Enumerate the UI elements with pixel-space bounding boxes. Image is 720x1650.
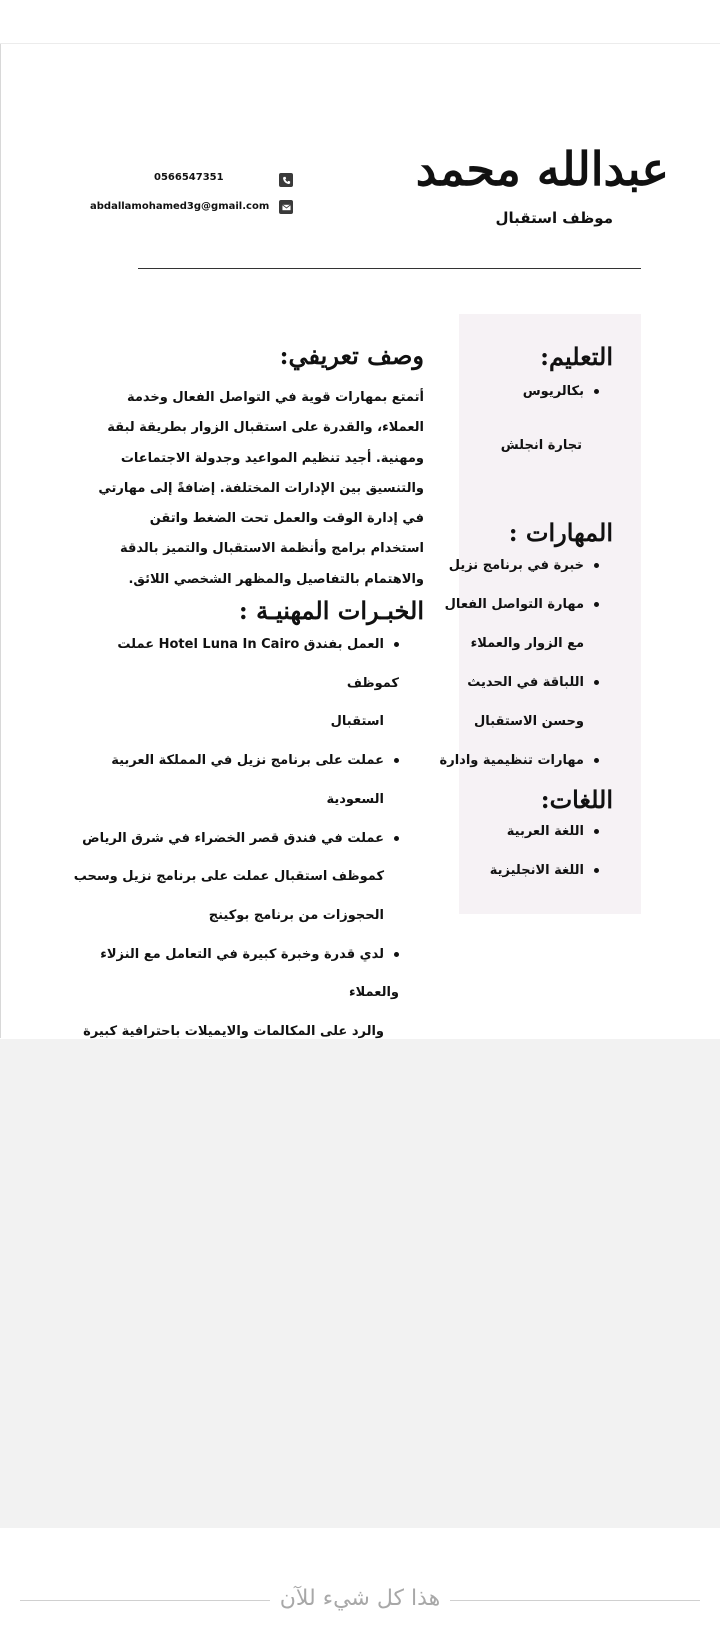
education-list xyxy=(523,372,599,411)
experience-line: لدي قدرة وخبرة كبيرة في التعامل مع النزلاء والعملاء xyxy=(100,946,399,1001)
skills-list xyxy=(440,546,599,780)
candidate-role: موظف استقبال xyxy=(495,209,613,227)
phone-number: 0566547351 xyxy=(154,172,224,183)
experience-item xyxy=(69,626,399,742)
list-item: بكالريوس xyxy=(523,372,599,411)
experience-item xyxy=(69,820,399,936)
list-item: مهارات تنظيمية وادارة xyxy=(440,741,599,780)
phone-icon xyxy=(279,173,293,187)
experience-line: عملت في فندق قصر الخضراء في شرق الرياض xyxy=(69,820,399,859)
cv-document xyxy=(0,44,720,1038)
profile-text: أتمتع بمهارات قوية في التواصل الفعال وخدمة العملاء، والقدرة على استقبال الزوار بطريقة لبقة ومهنية. أجيد تنظيم المواعيد وجدولة الاجتماعات والتنسيق بين الإدارات المختلفة. إضافةً إلى مهارتي في إدارة الوقت والعمل تحت الضغط واتقن استخدام برامج وأنظمة الاستقبال والتميز بالدقة والاهتمام بالتفاصيل والمظهر الشخصي اللائق. xyxy=(98,390,424,587)
end-of-content-text: هذا كل شيء للآن xyxy=(279,1586,441,1611)
experience-line: عملت على برنامج نزيل في المملكة العربية xyxy=(69,742,399,781)
languages-heading: اللغات: xyxy=(540,785,613,814)
list-item: مهارة التواصل الفعال xyxy=(440,585,599,624)
footer-divider-left xyxy=(20,1600,270,1601)
skills-heading: المهارات : xyxy=(508,518,613,547)
education-heading: التعليم: xyxy=(540,342,613,371)
list-item: وحسن الاستقبال xyxy=(474,714,584,729)
candidate-name: عبدالله محمد xyxy=(415,142,669,196)
bullet-icon xyxy=(394,952,399,957)
bullet-icon xyxy=(594,829,599,834)
phone-icon-box xyxy=(279,173,293,187)
list-item: اللغة الانجليزية xyxy=(490,851,599,890)
bullet-icon xyxy=(594,389,599,394)
experience-line: والرد على المكالمات والايميلات باحترافية كبيرة xyxy=(83,1024,384,1040)
bullet-icon xyxy=(594,563,599,568)
profile-heading: وصف تعريفي: xyxy=(279,341,424,370)
experience-line: العمل بفندق Hotel Luna In Cairo عملت كموظف xyxy=(117,637,399,691)
bullet-icon xyxy=(394,758,399,763)
envelope-icon xyxy=(279,200,293,214)
bullet-icon xyxy=(394,836,399,841)
top-bar xyxy=(0,0,720,44)
experience-line: الحجوزات من برنامج بوكينج xyxy=(208,907,384,923)
experience-line: استقبال xyxy=(330,714,384,730)
education-detail: تجارة انجلش xyxy=(500,438,582,453)
empty-area xyxy=(0,1039,720,1528)
footer-divider-right xyxy=(450,1600,700,1601)
list-item: اللغة العربية xyxy=(490,812,599,851)
email-icon-box xyxy=(279,200,293,214)
bullet-icon xyxy=(594,680,599,685)
list-item: خبرة في برنامج نزيل xyxy=(440,546,599,585)
footer xyxy=(0,1528,720,1650)
experience-line: كموظف استقبال عملت على برنامج نزيل وسحب xyxy=(73,869,384,885)
bullet-icon xyxy=(594,602,599,607)
header-divider xyxy=(138,268,641,269)
experience-heading: الخبـرات المهنيـة : xyxy=(238,596,424,625)
bullet-icon xyxy=(594,758,599,763)
experience-item xyxy=(69,742,399,819)
list-item: اللباقة في الحديث xyxy=(440,663,599,702)
email-address: abdallamohamed3g@gmail.com xyxy=(90,201,270,212)
experience-line: السعودية xyxy=(326,791,384,807)
languages-list xyxy=(490,812,599,890)
list-item: مع الزوار والعملاء xyxy=(470,636,584,651)
bullet-icon xyxy=(394,642,399,647)
bullet-icon xyxy=(594,868,599,873)
